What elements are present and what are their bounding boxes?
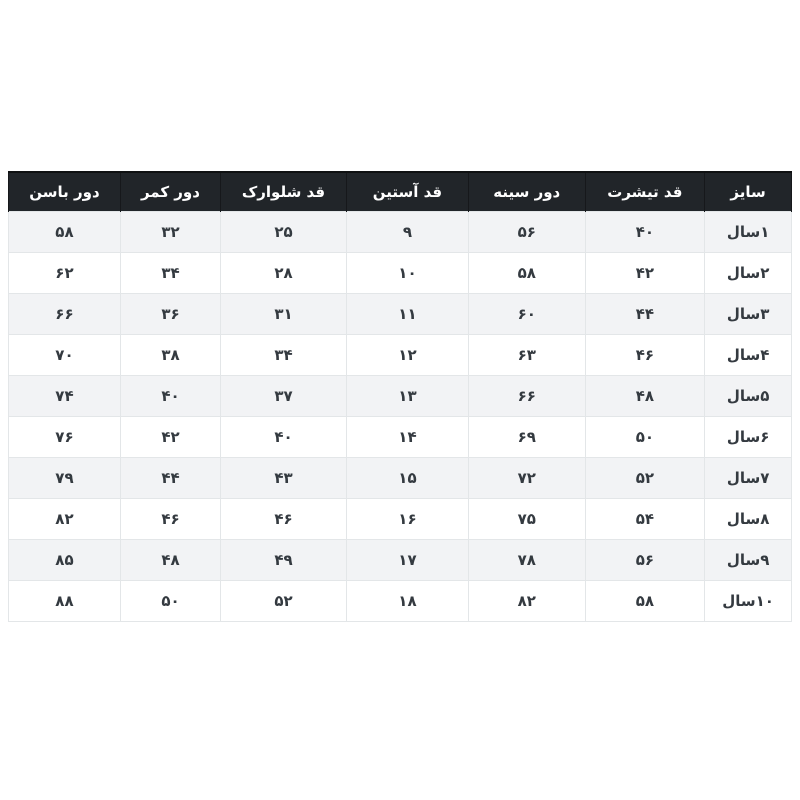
table-cell: ۶۲: [9, 253, 121, 294]
table-row: [9, 540, 792, 581]
table-row: [9, 458, 792, 499]
table-cell: ۳۸: [120, 335, 220, 376]
table-row: [9, 376, 792, 417]
table-row: [9, 581, 792, 622]
table-header-row: [9, 172, 792, 212]
table-cell: ۶۶: [468, 376, 585, 417]
table-cell: ۲۵: [221, 212, 347, 253]
table-cell: ۸۸: [9, 581, 121, 622]
table-row: [9, 335, 792, 376]
table-cell: ۷سال: [705, 458, 792, 499]
table-cell: ۸۵: [9, 540, 121, 581]
table-cell: ۶۶: [9, 294, 121, 335]
table-cell: ۴۴: [585, 294, 705, 335]
size-chart-table: [8, 171, 792, 622]
table-cell: ۶۹: [468, 417, 585, 458]
table-cell: ۷۴: [9, 376, 121, 417]
size-chart-container: [8, 171, 792, 622]
table-row: [9, 212, 792, 253]
table-cell: ۴۲: [585, 253, 705, 294]
table-cell: ۵۰: [120, 581, 220, 622]
table-cell: ۵۸: [585, 581, 705, 622]
table-cell: ۴۴: [120, 458, 220, 499]
table-cell: ۱۴: [346, 417, 468, 458]
table-cell: ۳۴: [221, 335, 347, 376]
table-cell: ۱۶: [346, 499, 468, 540]
table-cell: ۴۶: [585, 335, 705, 376]
table-cell: ۱۸: [346, 581, 468, 622]
table-cell: ۴۹: [221, 540, 347, 581]
table-cell: ۱سال: [705, 212, 792, 253]
table-cell: ۲سال: [705, 253, 792, 294]
table-cell: ۸سال: [705, 499, 792, 540]
table-cell: ۵۴: [585, 499, 705, 540]
table-cell: ۵۲: [585, 458, 705, 499]
table-body: [9, 212, 792, 622]
table-cell: ۵۶: [585, 540, 705, 581]
table-cell: ۱۰: [346, 253, 468, 294]
table-cell: ۱۳: [346, 376, 468, 417]
table-cell: ۶سال: [705, 417, 792, 458]
table-cell: ۵۶: [468, 212, 585, 253]
table-row: [9, 253, 792, 294]
table-cell: ۴۰: [585, 212, 705, 253]
column-header-size: سایز: [705, 172, 792, 212]
table-cell: ۵۲: [221, 581, 347, 622]
column-header-sleeve-length: قد آستین: [346, 172, 468, 212]
table-cell: ۵۸: [468, 253, 585, 294]
table-cell: ۶۳: [468, 335, 585, 376]
table-cell: ۸۲: [9, 499, 121, 540]
table-cell: ۷۰: [9, 335, 121, 376]
table-cell: ۱۵: [346, 458, 468, 499]
table-cell: ۴۶: [120, 499, 220, 540]
table-cell: ۴۳: [221, 458, 347, 499]
table-cell: ۷۶: [9, 417, 121, 458]
table-header: [9, 172, 792, 212]
table-cell: ۷۵: [468, 499, 585, 540]
table-cell: ۵سال: [705, 376, 792, 417]
table-row: [9, 499, 792, 540]
table-cell: ۴۸: [120, 540, 220, 581]
column-header-tshirt-length: قد تیشرت: [585, 172, 705, 212]
table-cell: ۳۶: [120, 294, 220, 335]
column-header-chest-circumference: دور سینه: [468, 172, 585, 212]
table-cell: ۴۸: [585, 376, 705, 417]
table-cell: ۳سال: [705, 294, 792, 335]
table-cell: ۱۷: [346, 540, 468, 581]
table-cell: ۹: [346, 212, 468, 253]
table-cell: ۶۰: [468, 294, 585, 335]
table-cell: ۴۶: [221, 499, 347, 540]
column-header-shorts-length: قد شلوارک: [221, 172, 347, 212]
table-cell: ۱۰سال: [705, 581, 792, 622]
table-cell: ۵۸: [9, 212, 121, 253]
table-cell: ۴سال: [705, 335, 792, 376]
table-cell: ۳۲: [120, 212, 220, 253]
table-cell: ۴۲: [120, 417, 220, 458]
table-cell: ۵۰: [585, 417, 705, 458]
table-row: [9, 294, 792, 335]
table-cell: ۳۷: [221, 376, 347, 417]
table-cell: ۷۹: [9, 458, 121, 499]
table-cell: ۷۲: [468, 458, 585, 499]
table-cell: ۴۰: [120, 376, 220, 417]
table-cell: ۴۰: [221, 417, 347, 458]
table-cell: ۲۸: [221, 253, 347, 294]
table-row: [9, 417, 792, 458]
table-cell: ۳۴: [120, 253, 220, 294]
column-header-waist-circumference: دور کمر: [120, 172, 220, 212]
table-cell: ۸۲: [468, 581, 585, 622]
table-cell: ۱۲: [346, 335, 468, 376]
table-cell: ۱۱: [346, 294, 468, 335]
column-header-hip-circumference: دور باسن: [9, 172, 121, 212]
table-cell: ۹سال: [705, 540, 792, 581]
table-cell: ۳۱: [221, 294, 347, 335]
table-cell: ۷۸: [468, 540, 585, 581]
